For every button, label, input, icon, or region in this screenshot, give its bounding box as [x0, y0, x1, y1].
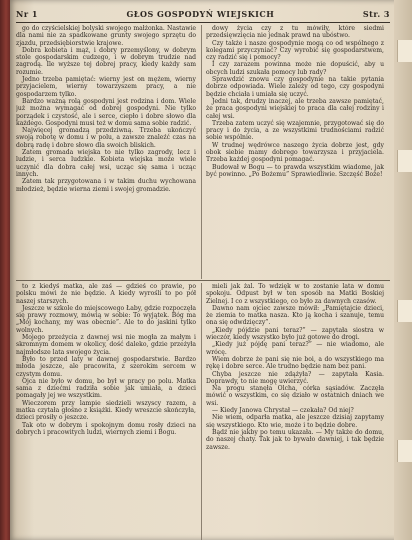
paragraph: „Kiedy już pójdę pani teraz?” — nie wiadomo, ale wrócę.: [206, 341, 384, 356]
paragraph: Dawno nam ojciec zawsze mówił: „Pamiętajcie dzieci, że ziemia to matka nasza. Kto ją kocha i szanuje, temu ona się odwdzięczy”.: [206, 304, 384, 327]
paragraph: Wiem dobrze że pani się nie boi, a do wszystkiego ma rękę i dobre serce. Ale trudno będzie nam bez pani.: [206, 355, 384, 371]
section-divider: [16, 280, 390, 281]
paragraph: Było to przed laty w dawnej gospodarstwie. Bardzo młoda jeszcze, ale pracowita, z szerokim sercem w czystym domu.: [16, 355, 196, 378]
page-edge-tab: [397, 440, 412, 462]
paragraph: Czy także i nasze gospodynie mogą co od wspólnego z kolegami przyczyniać? Czy wyrobić się gospodarstwem, czy radzić się i pomocy?: [206, 39, 384, 62]
page-edge-tab: [397, 40, 412, 62]
paragraph: Wieczorem przy lampie siedzieli wszyscy razem, a matka czytała głośno z książki. Kiedy wreszcie skończyła, dzieci prosiły o jeszcze.: [16, 399, 196, 422]
page-header: [16, 6, 390, 22]
paragraph: Jedni tak, drudzy inaczej, ale trzeba zawsze pamiętać, że praca gospodyni wiejskiej to praca dla całej rodziny i całej wsi.: [206, 97, 384, 120]
paragraph: Bądź nie jakby po temu ukazała. — My także do domu, do naszej chaty. Tak jak to bywało dawniej, i tak będzie zawsze.: [206, 428, 384, 451]
paragraph: Najwięcej gromadzą przedziwną. Trzeba ukończyć swoją robotę w domu i w polu, a zawsze znaleźć czas na dobrą radę i dobre słowo dla swoich bliskich.: [16, 127, 196, 149]
paragraph: Dobra kobieta i mąż, i dobry przemyślony, w dobrym stole gospodarskim cudzego, i w dobrym trudzie nad zagrodą. Ile wyższe tej dobrej pracy, kiedy każdy sam rozumie.: [16, 46, 196, 76]
book-binding: [0, 0, 10, 540]
paragraph: Budował w Bogu — to prawda wszystkim wiadome, jak być powinno. „Po Bożemu” Sprawiedliwie. Szczęść Boże!: [206, 163, 384, 178]
paragraph: W trudnej wędrówce naszego życia dobrze jest, gdy obok siebie mamy dobrego towarzysza i przyjaciela. Trzeba każdej gospodyni pomagać.: [206, 141, 384, 164]
column-divider: [201, 283, 202, 540]
page-edge-tab: [397, 300, 412, 322]
paragraph: Na progu stanęła Olcha, córka sąsiadów. Zaczęła mówić o wszystkim, co się działo w ostatnich dniach we wsi.: [206, 385, 384, 407]
paragraph: mieli jak żal. To wdzięk w to zostanie lata w domu spokoju. Odpust był w ten sposób na Matki Boskiej Zielnej. I co z wszystkiego, co było za dawnych czasów.: [206, 283, 384, 305]
paragraph: to z kiedyś matka, ale zaś — gdzieś co prawie, po polsku mówi że nie będzie. A kiedy wyrośli to po pół naszej starszych.: [16, 283, 196, 305]
column-divider: [201, 25, 202, 279]
page-number: Str. 3: [362, 9, 390, 19]
column-bottom-left: [16, 283, 196, 540]
paragraph: Jedno trzeba pamiętać: wierny jest on mężem, wierny przyjacielem, wierny towarzyszem pracy, a nie gospodarzem tylko.: [16, 76, 196, 98]
paragraph: Bardzo ważną rolą gospodyni jest rodzina i dom. Wiele już można wymagać od dobrej gospodyni. Nie tylko porządek i czystość, ale i serce, ciepło i dobre słowo dla każdego. Gospodyni musi też w domu sama sobie radzić.: [16, 97, 196, 127]
column-bottom-right: [206, 283, 384, 540]
paragraph: Zatem gromada wiejska to nie tylko zagrody, lecz i ludzie, i serca ludzkie. Kobieta wiejska może wiele uczynić dla dobra całej wsi, ucząc się sama i ucząc innych.: [16, 149, 196, 178]
paragraph: Tak oto w dobrym i spokojnym domu rosły dzieci na dobrych i pracowitych ludzi, wiernych ziemi i Bogu.: [16, 421, 196, 436]
paragraph: Chyba jeszcze nie zdążyła? — zapytała Kasia. Doprawdy, to nie mogę uwierzyć.: [206, 370, 384, 385]
column-top-right: [206, 25, 384, 279]
paragraph: Sprawdzić znowu czy gospodynie na takie pytania dobrze odpowiada. Wiele zależy od tego, czy gospodyni będzie chciała i umiała się uczyć.: [206, 76, 384, 98]
paragraph: Nie wiem, odparła matka, ale jeszcze dzisiaj zapytamy się wszystkiego. Kto wie, może i to będzie dobre.: [206, 414, 384, 429]
paragraph: go do czyścielskiej bolyski swojego małżonka. Nastawie dla nami nie za spadkowane grunty swojego sprzętu do zjazdu, przedsiębiorstwie krajowe.: [16, 25, 196, 47]
page-edge-tab: [397, 150, 412, 172]
column-top-left: [16, 25, 196, 279]
header-rule: [16, 22, 390, 23]
paragraph: Trzeba zatem uczyć się wzajemnie, przygotować się do pracy i do życia, a ze wszystkimi trudnościami radzić sobie wspólnie.: [206, 119, 384, 142]
newspaper-page: [10, 0, 412, 540]
paragraph: Ojca nie było w domu, bo był w pracy po polu. Matka sama z dziećmi radziła sobie jak umiała, a dzieci pomagały jej we wszystkim.: [16, 377, 196, 400]
page-edge-stack: [394, 0, 412, 540]
paragraph: Mojego przeżycia z dawnej wsi nie mogła za małym i skromnym domem w okolicy, dość daleko, gdzie przeżyła najmłodsze lata swojego życia.: [16, 334, 196, 356]
newspaper-title: GŁOS GOSPODYŃ WIEJSKICH: [126, 9, 275, 19]
issue-number: Nr 1: [16, 9, 38, 19]
paragraph: dowy życia czy z tu mówiły, które siedmi przedsięwzięcia nie jednak prawd na ubóstwo.: [206, 25, 384, 40]
paragraph: Zatem tak przygotowana i w takim duchu wychowana młodzież, będzie wierna ziemi i swojej gromadzie.: [16, 178, 196, 193]
paragraph: I czy zarazem powinna może nie dopuścić, aby u obcych ludzi szukała pomocy lub rady?: [206, 61, 384, 76]
paragraph: — Kiedy Janowa Chrystał — czekała? Od niej?: [212, 407, 354, 415]
paragraph: „Kiedy pójdzie pani teraz?” — zapytała siostra w wieczór, kiedy wszystko było już gotowe do drogi.: [206, 326, 384, 342]
paragraph: Jeszcze w szkole do miejscowego Łaby, gdzie rozpoczęła się prawy rozmowy, mówią w sobie: To wyjątek. Bóg ma „Mój kochany, my was obecnie”. Ale to do jaskini tylko wolnych.: [16, 304, 196, 334]
